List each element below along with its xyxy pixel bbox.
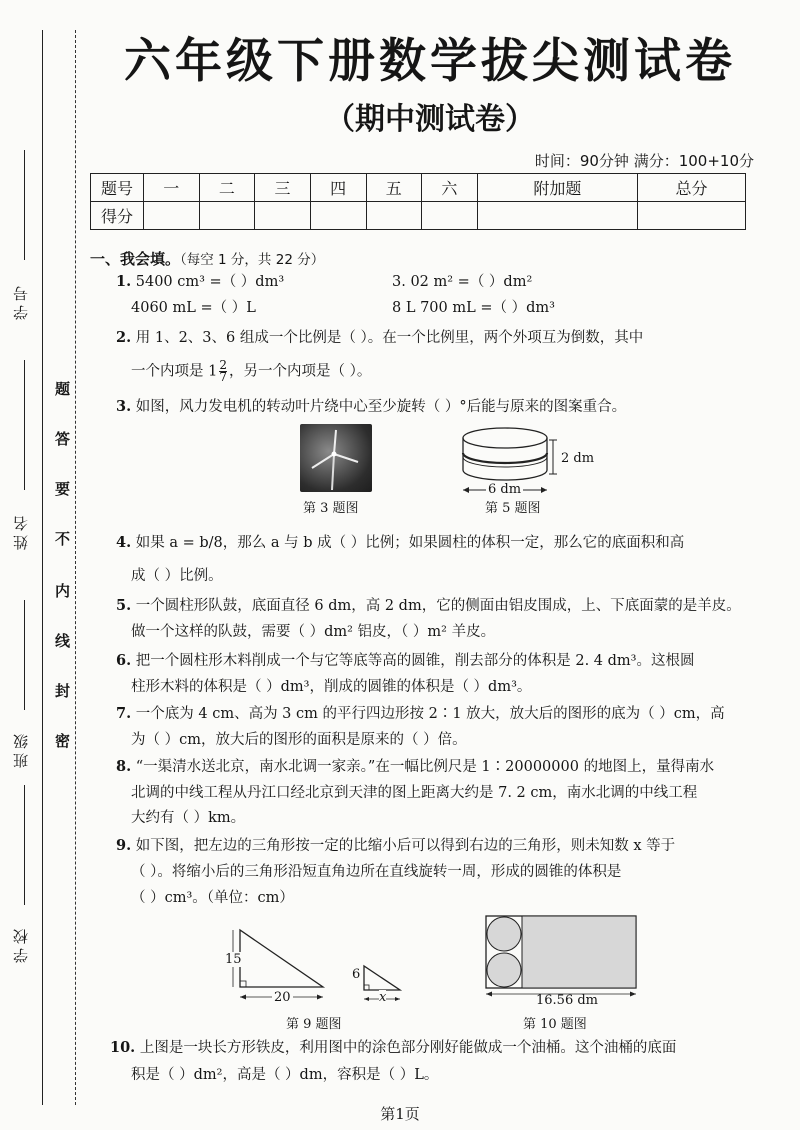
q1-part-d: 8 L 700 mL =（ ）dm³ xyxy=(392,300,555,316)
fraction-denominator: 7 xyxy=(219,370,227,384)
question-10 xyxy=(110,1038,676,1058)
q2-text: ，另一个内项是（ ）。 xyxy=(228,363,372,380)
q9-line-3: （ ）cm³。（单位：cm） xyxy=(131,890,294,906)
question-7 xyxy=(116,704,725,724)
score-table xyxy=(90,173,746,230)
wind-turbine-photo xyxy=(300,424,372,492)
q7-line-2: 为（ ）cm，放大后的图形的面积是原来的（ ）倍。 xyxy=(131,732,467,748)
q9-line-1: 如下图，把左边的三角形按一定的比缩小后可以得到右边的三角形，则未知数 x 等于 xyxy=(135,838,676,854)
student-id-label: 学号 xyxy=(12,282,30,320)
fraction xyxy=(219,360,227,383)
page-subtitle: （期中测试卷） xyxy=(325,102,535,137)
score-cell[interactable] xyxy=(199,202,255,230)
fig9-caption: 第 9 题图 xyxy=(286,1017,342,1032)
score-cell[interactable] xyxy=(255,202,311,230)
table-header-cell: 六 xyxy=(422,174,478,202)
q5-line-1: 一个圆柱形队鼓，底面直径 6 dm，高 2 dm，它的侧面由铝皮围成，上、下底面蒙的是羊皮。 xyxy=(135,598,741,614)
fig9-small-height-label: 6 xyxy=(352,967,361,982)
section-heading xyxy=(90,248,324,269)
fraction-numerator: 2 xyxy=(219,358,227,372)
name-blank xyxy=(24,360,25,490)
seal-char: 不 xyxy=(55,530,71,548)
q6-line-2: 柱形木料的体积是（ ）dm³，削成的圆锥的体积是（ ）dm³。 xyxy=(131,679,532,695)
page-title: 六年级下册数学拔尖测试卷 xyxy=(124,34,736,89)
question-number: 8. xyxy=(116,758,132,775)
q2-line-1: 用 1、2、3、6 组成一个比例是（ ）。在一个比例里，两个外项互为倒数，其中 xyxy=(135,330,644,346)
q2-line-2 xyxy=(131,360,371,383)
name-label: 姓名 xyxy=(12,512,30,550)
q4-line-2: 成（ ）比例。 xyxy=(131,568,223,584)
page-number: 第1页 xyxy=(380,1105,420,1123)
seal-char: 题 xyxy=(55,380,71,398)
score-cell[interactable] xyxy=(638,202,746,230)
q8-line-1: “一渠清水送北京，南水北调一家亲。”在一幅比例尺是 1∶20000000 的地图上，量得南水 xyxy=(135,759,715,775)
question-number: 6. xyxy=(116,652,132,669)
margin-solid-line xyxy=(42,30,43,1105)
table-row-header: 题号 xyxy=(91,174,144,202)
seal-char: 内 xyxy=(55,582,71,600)
fig10-length-label: 16.56 dm xyxy=(536,993,598,1008)
question-number: 10. xyxy=(110,1039,136,1056)
question-number: 3. xyxy=(116,398,132,415)
school-blank xyxy=(24,785,25,905)
class-label: 班级 xyxy=(12,730,30,768)
score-cell[interactable] xyxy=(422,202,478,230)
question-6 xyxy=(116,651,694,671)
table-header-cell: 附加题 xyxy=(477,174,637,202)
question-number: 5. xyxy=(116,597,132,614)
score-cell[interactable] xyxy=(477,202,637,230)
question-number: 7. xyxy=(116,705,132,722)
score-cell[interactable] xyxy=(366,202,422,230)
section-title: 一、我会填。 xyxy=(90,250,181,268)
table-header-cell: 二 xyxy=(199,174,255,202)
table-header-cell: 四 xyxy=(310,174,366,202)
q8-line-3: 大约有（ ）km。 xyxy=(131,810,246,826)
question-number: 2. xyxy=(116,329,132,346)
time-info: 时间：90分钟 满分：100+10分 xyxy=(534,152,754,170)
q6-line-1: 把一个圆柱形木料削成一个与它等底等高的圆锥，削去部分的体积是 2. 4 dm³。这根圆 xyxy=(135,653,695,669)
table-header-cell: 总分 xyxy=(638,174,746,202)
table-row-header: 得分 xyxy=(91,202,144,230)
fig9-height-label: 15 xyxy=(225,952,242,967)
question-3 xyxy=(116,397,626,417)
q1-part-c: 4060 mL =（ ）L xyxy=(131,300,256,316)
seal-char: 答 xyxy=(55,430,71,448)
school-label: 学校 xyxy=(12,925,30,963)
q7-line-1: 一个底为 4 cm、高为 3 cm 的平行四边形按 2∶1 放大，放大后的图形的底为（ ）cm，高 xyxy=(135,706,725,722)
fig3-caption: 第 3 题图 xyxy=(303,501,359,516)
q10-line-2: 积是（ ）dm²，高是（ ）dm，容积是（ ）L。 xyxy=(131,1067,439,1083)
seal-char: 要 xyxy=(55,480,71,498)
score-cell[interactable] xyxy=(144,202,200,230)
q5-line-2: 做一个这样的队鼓，需要（ ）dm² 铝皮，（ ）m² 羊皮。 xyxy=(131,624,496,640)
q4-line-1: 如果 a = b/8，那么 a 与 b 成（ ）比例；如果圆柱的体积一定，那么它的底面积和高 xyxy=(135,535,685,551)
question-5 xyxy=(116,596,741,616)
question-4 xyxy=(116,533,684,553)
table-row xyxy=(91,202,746,230)
seal-char: 密 xyxy=(55,732,71,750)
table-header-cell: 一 xyxy=(144,174,200,202)
question-1 xyxy=(116,272,284,292)
section-note: （每空 1 分，共 22 分） xyxy=(180,252,325,268)
table-header-cell: 五 xyxy=(366,174,422,202)
q2-text: 一个内项是 1 xyxy=(131,363,218,380)
fig9-width-label: 20 xyxy=(274,990,291,1005)
question-number: 9. xyxy=(116,837,132,854)
q10-line-1: 上图是一块长方形铁皮，利用图中的涂色部分刚好能做成一个油桶。这个油桶的底面 xyxy=(139,1040,677,1056)
fig5-height-label: 2 dm xyxy=(561,451,595,466)
question-number: 4. xyxy=(116,534,132,551)
question-9 xyxy=(116,836,675,856)
q8-line-2: 北调的中线工程从丹江口经北京到天津的图上距离大约是 7. 2 cm，南水北调的中线工程 xyxy=(131,785,698,801)
question-number: 1. xyxy=(116,273,132,290)
fig9-x-label: x xyxy=(379,990,387,1005)
q9-line-2: （ ）。将缩小后的三角形沿短直角边所在直线旋转一周，形成的圆锥的体积是 xyxy=(131,864,622,880)
q3-text: 如图，风力发电机的转动叶片绕中心至少旋转（ ）°后能与原来的图案重合。 xyxy=(135,399,627,415)
fig5-diameter-label: 6 dm xyxy=(488,482,522,497)
table-row xyxy=(91,174,746,202)
score-cell[interactable] xyxy=(310,202,366,230)
seal-char: 线 xyxy=(55,632,71,650)
fig10-caption: 第 10 题图 xyxy=(523,1017,587,1032)
q1-part-a: 5400 cm³ =（ ）dm³ xyxy=(135,274,285,290)
fig5-caption: 第 5 题图 xyxy=(485,501,541,516)
q1-part-b: 3. 02 m² =（ ）dm² xyxy=(392,274,533,290)
binding-margin xyxy=(0,0,80,1130)
seal-char: 封 xyxy=(55,682,71,700)
class-blank xyxy=(24,600,25,710)
table-header-cell: 三 xyxy=(255,174,311,202)
margin-dashed-line xyxy=(75,30,76,1105)
question-8 xyxy=(116,757,714,777)
student-id-blank xyxy=(24,150,25,260)
question-2 xyxy=(116,328,643,348)
